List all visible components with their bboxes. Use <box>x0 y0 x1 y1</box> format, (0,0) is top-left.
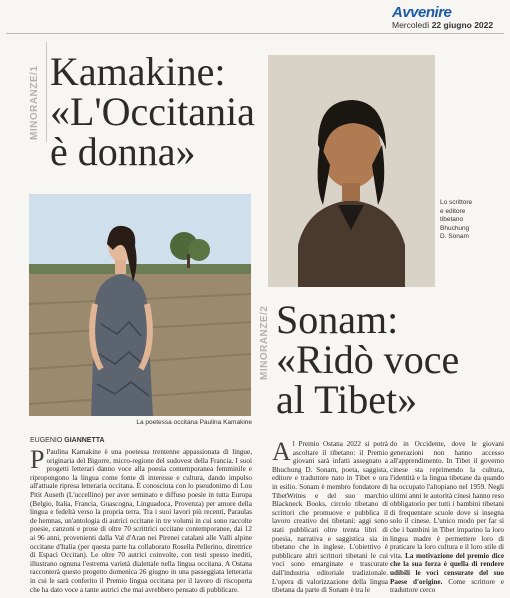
dropcap-p: P <box>30 448 45 474</box>
caption-sonam-line-2: e editore <box>440 207 466 215</box>
article-2-column-1 <box>272 440 388 598</box>
headline-2-line-1: Sonam: <box>276 297 399 342</box>
section-divider <box>46 42 47 142</box>
article-2-text-col2: do in Occidente, dove le giovani generazioni non hanno accesso all'apprendimento. In Tibet il governo cinese sta reprimendo la cultura, l'identità e la lingua tibetane da quando ha occupato l'altopiano nel 1959. Negli ultimi anni le autorità cinesi hanno reso obbligatorio per tutti i bambini tibetani di frequentare scuole dove si insegna solo il cinese. L'unico modo per far sì che i bambini in Tibet imparino la loro lingua madre è permettere loro di praticare la loro cultura e il loro stile di vita. <box>390 440 504 560</box>
headline-2-line-2: «Ridò voce <box>276 337 460 382</box>
photo-caption-sonam <box>440 199 504 242</box>
byline-last: GIANNETTA <box>64 437 105 444</box>
headline-2 <box>276 297 460 422</box>
section-label-minoranze-2: MINORANZE/2 <box>259 305 270 380</box>
issue-day: Mercoledì <box>392 20 430 30</box>
article-1-body <box>30 448 252 598</box>
caption-sonam-line-4: Bhuchung <box>440 224 470 232</box>
article-2-bold-quote: La motivazione del premio dice che la sua forza è quella di rendere udibili le voci censurate del suo Paese d'origine. <box>390 551 504 586</box>
issue-date <box>392 20 493 30</box>
dropcap-a: A <box>272 440 291 466</box>
photo-bhuchung-sonam <box>268 55 435 287</box>
caption-sonam-line-5: D. Sonam <box>440 233 469 240</box>
headline-1 <box>50 49 255 174</box>
byline <box>30 437 105 444</box>
article-1-text: Paulina Kamakine è una poetessa trentenne appassionata di lingue, originaria del Bigorre, micro-regione del sudovest della Francia. I suoi progetti letterari danno voce alla poesia contemporanea femminile e ripropongono la lingua come fonte di interesse e cultura, dando impulso all'attuale ripresa letteraria occitana. È conosciuta con lo pseudonimo di Lou Pitit Auseth (L'uccellino) per aver seminato e diffuso poesie in tutta Europa (Belgio, Italia, Francia, Guascogna, Linguadoca, Provenza) per amore della lingua e fedeltà verso la propria terra. Tra i suoi lavori più recenti, Paraulas de hemnas, un'antologia di autrici occitane in tre volumi in cui sono raccolte poesie, canzoni e prose di oltre 70 scrittrici occitane contemporanee, dai 12 ai 96 anni, provenienti dalla Val d'Aran nei Pirenei catalani alle Valli alpine occitane d'Italia (per questa parte ha collaborato Rosella Pellerino, direttrice di Espaci Occitan). Le oltre 70 autrici coinvolte, con testi spesso inediti, illustrano ognuna l'estrema varietà dialettale nella lingua occitana. A Ostana racconterà questo progetto domenica 26 giugno in una passeggiata letteraria in cui le sarà conferito il Premio lingua occitana per il lavoro di riscoperta che ha dato voce a tante autrici che mai avrebbero pensato di pubblicare. <box>30 448 252 594</box>
byline-first: EUGENIO <box>30 437 63 444</box>
issue-date-value: 22 giugno 2022 <box>431 20 494 30</box>
headline-1-line-2: «L'Occitania <box>50 89 255 134</box>
article-2-text-col1: l Premio Ostana 2022 si potrà ascoltare il tibetano: il Premio giovani sarà infatti assegnato a Bhuchung D. Sonam, poeta, saggista, editore e traduttore nato in Tibet e ora in esilio. Sonam è membro fondatore di TibetWrites e del suo marchio Blackneck Books, circolo tibetano di scrittori che promuove e pubblica il lavoro creativo dei tibetani: aggi sono stati pubblicati oltre trenta libri di poesia, narrativa e saggistica sia in tibetano che in inglese. L'obiettivo è pubblicare altri scrittori tibetani le cui voci sono emarginate e trascurate dall'industria editoriale tradizionale. L'opera di valorizzazione della lingua tibetana da parte di Sonam è tra le <box>272 440 388 595</box>
caption-sonam-line-3: tibetano <box>440 216 464 223</box>
headline-1-line-1: Kamakine: <box>50 49 226 94</box>
photo-caption-kamakine: La poetessa occitana Paulina Kamakine <box>136 419 252 426</box>
article-2-text-tail: Come scrittore e traduttore cerco <box>390 577 504 595</box>
caption-sonam-line-1: Lo scrittore <box>440 199 473 206</box>
photo-paulina-kamakine <box>29 194 251 416</box>
section-label-minoranze-1: MINORANZE/1 <box>29 65 40 140</box>
headline-1-line-3: è donna» <box>50 129 196 174</box>
masthead-rule <box>6 33 504 34</box>
newspaper-logo: Avvenire <box>392 4 452 21</box>
article-2-column-2 <box>390 440 504 598</box>
headline-2-line-3: al Tibet» <box>276 377 418 422</box>
